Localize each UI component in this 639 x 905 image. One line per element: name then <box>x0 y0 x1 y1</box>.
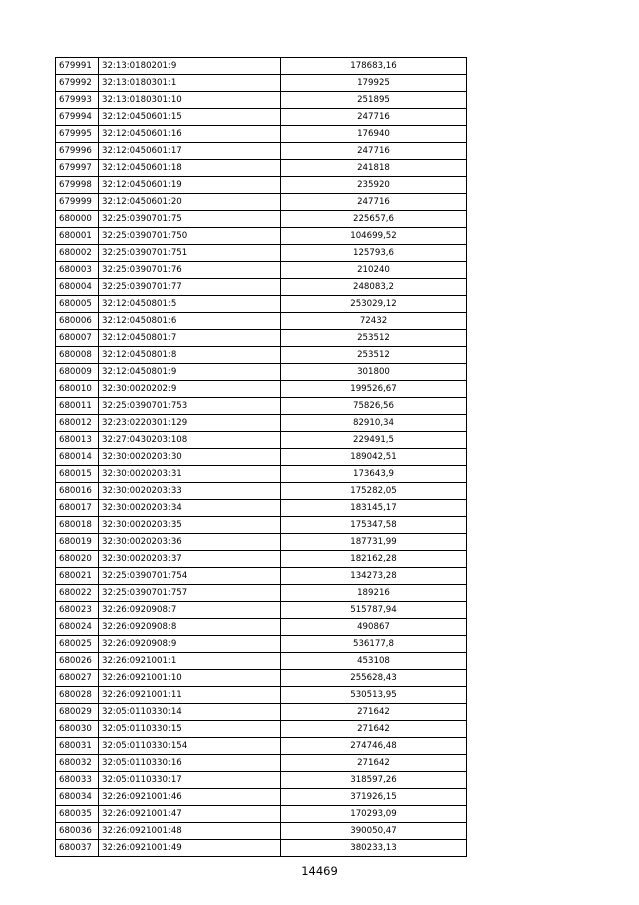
row-number-cell: 679997 <box>56 160 99 177</box>
cadastral-value-cell: 251895 <box>281 92 467 109</box>
cadastral-number-cell: 32:12:0450601:15 <box>99 109 281 126</box>
cadastral-value-cell: 515787,94 <box>281 602 467 619</box>
cadastral-value-cell: 247716 <box>281 143 467 160</box>
row-number-cell: 680030 <box>56 721 99 738</box>
cadastral-number-cell: 32:30:0020203:31 <box>99 466 281 483</box>
cadastral-value-cell: 271642 <box>281 704 467 721</box>
cadastral-number-cell: 32:30:0020203:33 <box>99 483 281 500</box>
cadastral-number-cell: 32:26:0921001:49 <box>99 840 281 857</box>
row-number-cell: 680020 <box>56 551 99 568</box>
table-row <box>56 330 467 347</box>
cadastral-number-cell: 32:30:0020203:35 <box>99 517 281 534</box>
cadastral-value-cell: 301800 <box>281 364 467 381</box>
cadastral-value-cell: 125793,6 <box>281 245 467 262</box>
cadastral-number-cell: 32:12:0450601:18 <box>99 160 281 177</box>
table-row <box>56 755 467 772</box>
row-number-cell: 680015 <box>56 466 99 483</box>
table-row <box>56 653 467 670</box>
cadastral-number-cell: 32:12:0450801:8 <box>99 347 281 364</box>
cadastral-value-cell: 530513,95 <box>281 687 467 704</box>
cadastral-number-cell: 32:12:0450601:17 <box>99 143 281 160</box>
row-number-cell: 680018 <box>56 517 99 534</box>
row-number-cell: 679991 <box>56 58 99 75</box>
cadastral-value-cell: 187731,99 <box>281 534 467 551</box>
cadastral-number-cell: 32:30:0020203:34 <box>99 500 281 517</box>
cadastral-number-cell: 32:26:0921001:47 <box>99 806 281 823</box>
table-row <box>56 738 467 755</box>
row-number-cell: 680005 <box>56 296 99 313</box>
cadastral-value-cell: 82910,34 <box>281 415 467 432</box>
cadastral-value-cell: 175347,58 <box>281 517 467 534</box>
table-body <box>56 58 467 857</box>
cadastral-number-cell: 32:12:0450601:20 <box>99 194 281 211</box>
cadastral-value-cell: 380233,13 <box>281 840 467 857</box>
cadastral-number-cell: 32:25:0390701:757 <box>99 585 281 602</box>
row-number-cell: 680029 <box>56 704 99 721</box>
cadastral-value-cell: 536177,8 <box>281 636 467 653</box>
row-number-cell: 680033 <box>56 772 99 789</box>
cadastral-number-cell: 32:05:0110330:17 <box>99 772 281 789</box>
row-number-cell: 680022 <box>56 585 99 602</box>
cadastral-value-cell: 390050,47 <box>281 823 467 840</box>
row-number-cell: 680016 <box>56 483 99 500</box>
cadastral-value-cell: 253512 <box>281 330 467 347</box>
table-row <box>56 398 467 415</box>
row-number-cell: 680021 <box>56 568 99 585</box>
row-number-cell: 679996 <box>56 143 99 160</box>
row-number-cell: 680031 <box>56 738 99 755</box>
cadastral-number-cell: 32:30:0020202:9 <box>99 381 281 398</box>
cadastral-number-cell: 32:23:0220301:129 <box>99 415 281 432</box>
row-number-cell: 679995 <box>56 126 99 143</box>
row-number-cell: 680017 <box>56 500 99 517</box>
cadastral-value-cell: 210240 <box>281 262 467 279</box>
cadastral-value-cell: 271642 <box>281 721 467 738</box>
table-row <box>56 211 467 228</box>
row-number-cell: 680024 <box>56 619 99 636</box>
cadastral-number-cell: 32:25:0390701:753 <box>99 398 281 415</box>
cadastral-value-cell: 248083,2 <box>281 279 467 296</box>
table-row <box>56 806 467 823</box>
cadastral-value-cell: 72432 <box>281 313 467 330</box>
table-row <box>56 177 467 194</box>
table-row <box>56 636 467 653</box>
cadastral-number-cell: 32:30:0020203:36 <box>99 534 281 551</box>
row-number-cell: 680013 <box>56 432 99 449</box>
table-row <box>56 619 467 636</box>
row-number-cell: 680032 <box>56 755 99 772</box>
cadastral-number-cell: 32:13:0180301:10 <box>99 92 281 109</box>
cadastral-number-cell: 32:25:0390701:77 <box>99 279 281 296</box>
table-row <box>56 568 467 585</box>
table-row <box>56 500 467 517</box>
cadastral-number-cell: 32:05:0110330:15 <box>99 721 281 738</box>
table-row <box>56 279 467 296</box>
row-number-cell: 680027 <box>56 670 99 687</box>
cadastral-number-cell: 32:12:0450801:6 <box>99 313 281 330</box>
row-number-cell: 680035 <box>56 806 99 823</box>
cadastral-value-cell: 255628,43 <box>281 670 467 687</box>
row-number-cell: 680028 <box>56 687 99 704</box>
table-row <box>56 534 467 551</box>
table-row <box>56 432 467 449</box>
row-number-cell: 680014 <box>56 449 99 466</box>
table-row <box>56 602 467 619</box>
cadastral-value-table <box>55 57 467 857</box>
cadastral-number-cell: 32:12:0450801:9 <box>99 364 281 381</box>
cadastral-number-cell: 32:25:0390701:750 <box>99 228 281 245</box>
row-number-cell: 680034 <box>56 789 99 806</box>
row-number-cell: 680012 <box>56 415 99 432</box>
row-number-cell: 679999 <box>56 194 99 211</box>
row-number-cell: 680019 <box>56 534 99 551</box>
cadastral-number-cell: 32:26:0921001:11 <box>99 687 281 704</box>
row-number-cell: 680026 <box>56 653 99 670</box>
cadastral-value-cell: 75826,56 <box>281 398 467 415</box>
row-number-cell: 680003 <box>56 262 99 279</box>
cadastral-value-cell: 199526,67 <box>281 381 467 398</box>
cadastral-number-cell: 32:05:0110330:14 <box>99 704 281 721</box>
cadastral-number-cell: 32:26:0921001:48 <box>99 823 281 840</box>
table-row <box>56 772 467 789</box>
row-number-cell: 679998 <box>56 177 99 194</box>
table-row <box>56 126 467 143</box>
table-row <box>56 92 467 109</box>
table-row <box>56 415 467 432</box>
table-row <box>56 840 467 857</box>
table-row <box>56 687 467 704</box>
table-row <box>56 670 467 687</box>
cadastral-value-cell: 182162,28 <box>281 551 467 568</box>
cadastral-number-cell: 32:05:0110330:16 <box>99 755 281 772</box>
row-number-cell: 680002 <box>56 245 99 262</box>
table-row <box>56 721 467 738</box>
table-row <box>56 483 467 500</box>
table-row <box>56 194 467 211</box>
cadastral-value-cell: 170293,09 <box>281 806 467 823</box>
table-row <box>56 245 467 262</box>
cadastral-value-cell: 179925 <box>281 75 467 92</box>
table-row <box>56 58 467 75</box>
table-row <box>56 704 467 721</box>
cadastral-value-cell: 225657,6 <box>281 211 467 228</box>
page-number: 14469 <box>301 864 338 878</box>
row-number-cell: 680000 <box>56 211 99 228</box>
cadastral-number-cell: 32:26:0921001:10 <box>99 670 281 687</box>
table-row <box>56 262 467 279</box>
table-row <box>56 75 467 92</box>
cadastral-number-cell: 32:26:0920908:8 <box>99 619 281 636</box>
row-number-cell: 680037 <box>56 840 99 857</box>
cadastral-value-cell: 183145,17 <box>281 500 467 517</box>
cadastral-value-cell: 175282,05 <box>281 483 467 500</box>
cadastral-number-cell: 32:13:0180201:9 <box>99 58 281 75</box>
row-number-cell: 680036 <box>56 823 99 840</box>
row-number-cell: 680011 <box>56 398 99 415</box>
table-row <box>56 296 467 313</box>
cadastral-number-cell: 32:26:0921001:1 <box>99 653 281 670</box>
row-number-cell: 679992 <box>56 75 99 92</box>
cadastral-number-cell: 32:25:0390701:76 <box>99 262 281 279</box>
row-number-cell: 679994 <box>56 109 99 126</box>
cadastral-value-cell: 271642 <box>281 755 467 772</box>
cadastral-value-cell: 274746,48 <box>281 738 467 755</box>
row-number-cell: 680008 <box>56 347 99 364</box>
cadastral-number-cell: 32:25:0390701:754 <box>99 568 281 585</box>
row-number-cell: 680023 <box>56 602 99 619</box>
cadastral-value-cell: 318597,26 <box>281 772 467 789</box>
cadastral-value-cell: 178683,16 <box>281 58 467 75</box>
cadastral-value-cell: 176940 <box>281 126 467 143</box>
row-number-cell: 679993 <box>56 92 99 109</box>
cadastral-number-cell: 32:27:0430203:108 <box>99 432 281 449</box>
cadastral-value-cell: 241818 <box>281 160 467 177</box>
table-row <box>56 228 467 245</box>
row-number-cell: 680009 <box>56 364 99 381</box>
table-row <box>56 823 467 840</box>
cadastral-value-cell: 371926,15 <box>281 789 467 806</box>
cadastral-number-cell: 32:26:0920908:7 <box>99 602 281 619</box>
row-number-cell: 680004 <box>56 279 99 296</box>
row-number-cell: 680007 <box>56 330 99 347</box>
cadastral-value-cell: 104699,52 <box>281 228 467 245</box>
cadastral-value-cell: 453108 <box>281 653 467 670</box>
cadastral-number-cell: 32:12:0450801:5 <box>99 296 281 313</box>
row-number-cell: 680006 <box>56 313 99 330</box>
table-row <box>56 109 467 126</box>
cadastral-number-cell: 32:26:0921001:46 <box>99 789 281 806</box>
cadastral-value-cell: 134273,28 <box>281 568 467 585</box>
row-number-cell: 680025 <box>56 636 99 653</box>
table-row <box>56 160 467 177</box>
table-row <box>56 364 467 381</box>
cadastral-number-cell: 32:12:0450801:7 <box>99 330 281 347</box>
cadastral-value-cell: 189042,51 <box>281 449 467 466</box>
cadastral-number-cell: 32:30:0020203:37 <box>99 551 281 568</box>
cadastral-number-cell: 32:25:0390701:751 <box>99 245 281 262</box>
cadastral-value-cell: 490867 <box>281 619 467 636</box>
table-row <box>56 551 467 568</box>
cadastral-number-cell: 32:12:0450601:16 <box>99 126 281 143</box>
cadastral-value-cell: 253512 <box>281 347 467 364</box>
row-number-cell: 680001 <box>56 228 99 245</box>
table-row <box>56 466 467 483</box>
cadastral-value-cell: 173643,9 <box>281 466 467 483</box>
cadastral-number-cell: 32:26:0920908:9 <box>99 636 281 653</box>
cadastral-value-cell: 247716 <box>281 109 467 126</box>
cadastral-number-cell: 32:30:0020203:30 <box>99 449 281 466</box>
cadastral-value-cell: 235920 <box>281 177 467 194</box>
cadastral-value-cell: 189216 <box>281 585 467 602</box>
cadastral-value-cell: 247716 <box>281 194 467 211</box>
table-row <box>56 585 467 602</box>
table-row <box>56 143 467 160</box>
table-row <box>56 789 467 806</box>
table-row <box>56 449 467 466</box>
cadastral-value-cell: 253029,12 <box>281 296 467 313</box>
cadastral-number-cell: 32:13:0180301:1 <box>99 75 281 92</box>
table-row <box>56 517 467 534</box>
row-number-cell: 680010 <box>56 381 99 398</box>
cadastral-number-cell: 32:05:0110330:154 <box>99 738 281 755</box>
cadastral-number-cell: 32:12:0450601:19 <box>99 177 281 194</box>
table-row <box>56 347 467 364</box>
cadastral-value-cell: 229491,5 <box>281 432 467 449</box>
table-row <box>56 313 467 330</box>
table-row <box>56 381 467 398</box>
cadastral-number-cell: 32:25:0390701:75 <box>99 211 281 228</box>
